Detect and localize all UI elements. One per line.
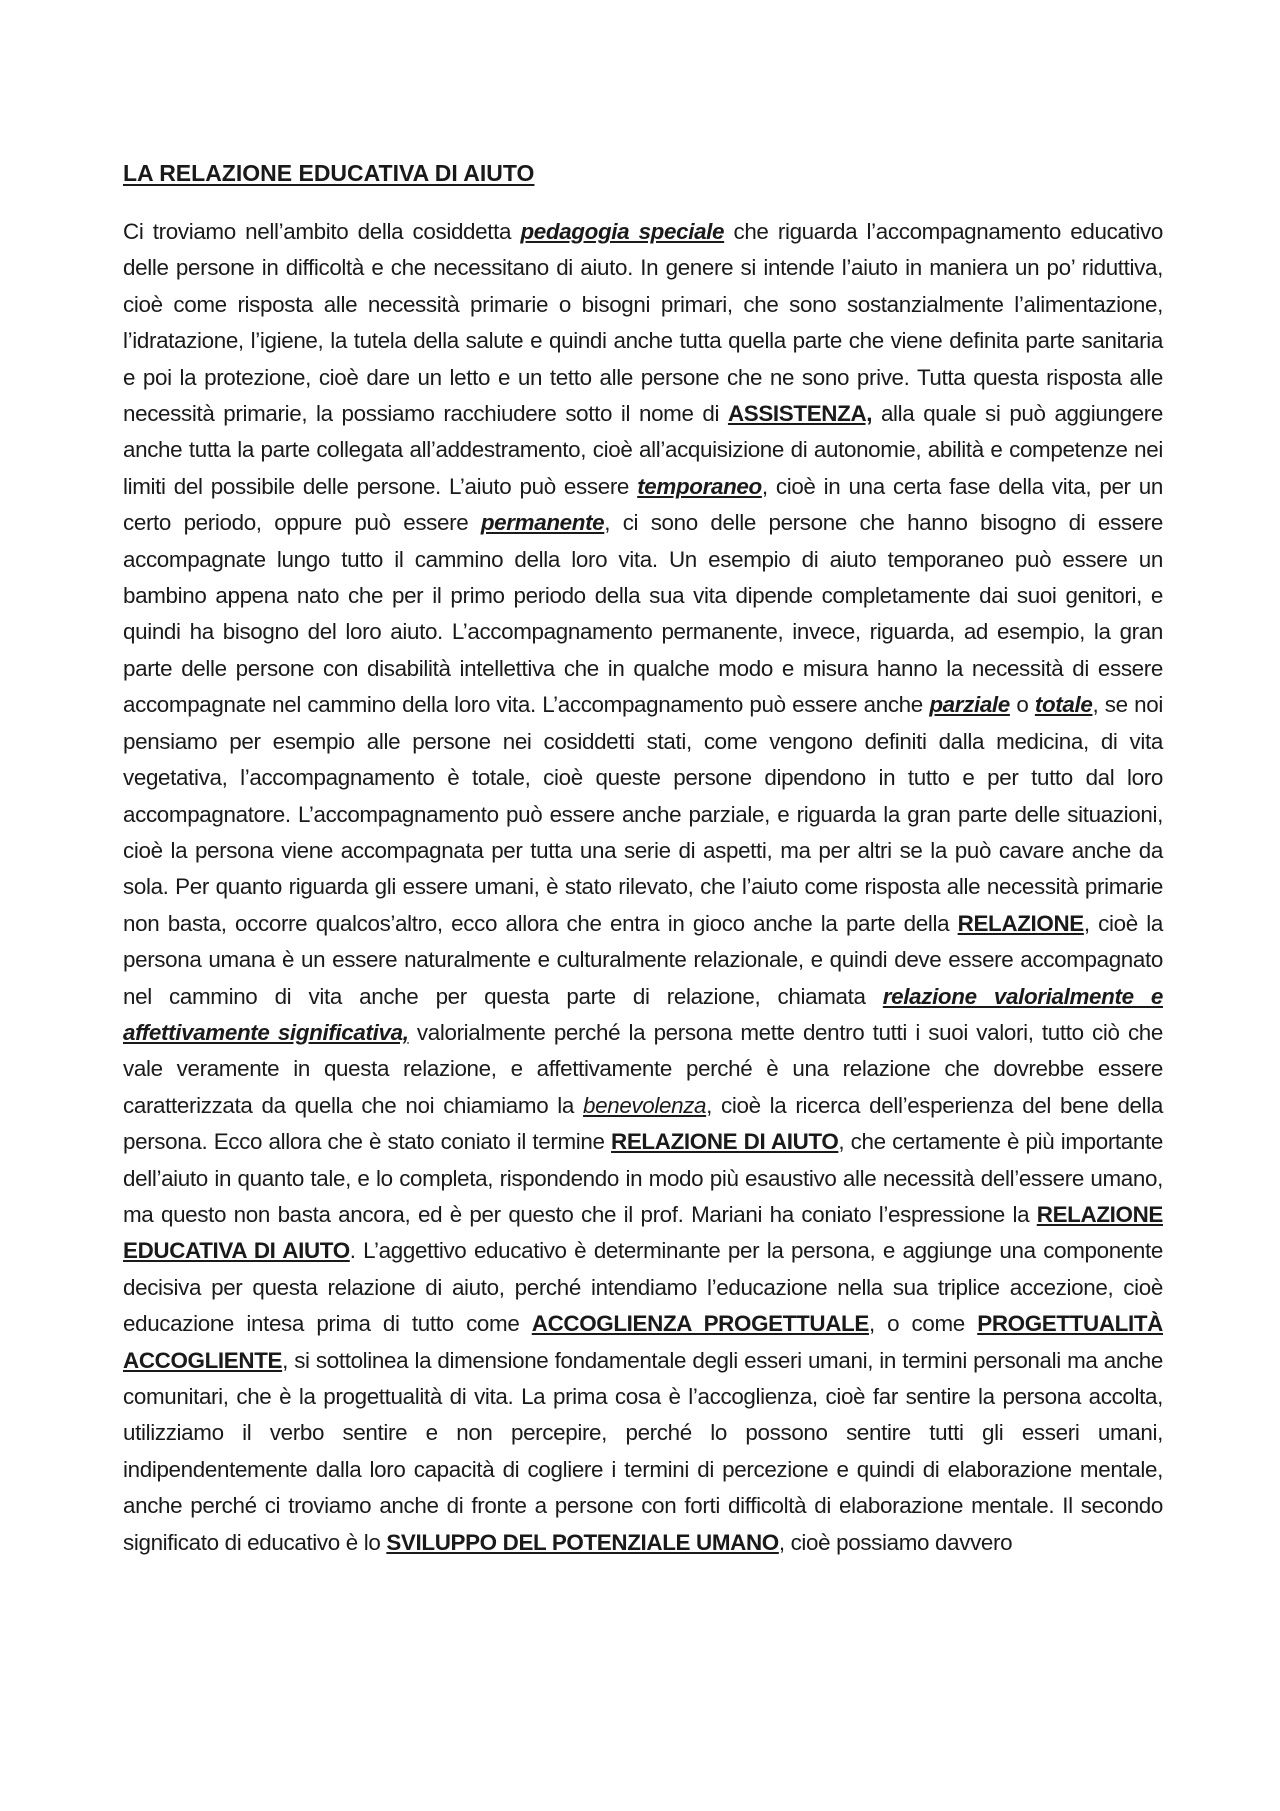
text-run: o: [1009, 692, 1035, 718]
document-page: [123, 158, 1163, 1561]
emphasized-term: SVILUPPO DEL POTENZIALE UMANO: [386, 1529, 779, 1555]
emphasized-term: PROGETTUALITÀ ACCOGLIENTE: [123, 1311, 1163, 1373]
emphasized-term: relazione valorialmente e affettivamente significativa,: [123, 983, 1163, 1045]
text-run: che riguarda l’accompagnamento educativo delle persone in difficoltà e che necessitano di aiuto. In genere si intende l’aiuto in maniera un po’ riduttiva, cioè come risposta alle necessità primarie o bisogni primari, che sono sostanzialmente l’alimentazione, l’idratazione, l’igiene, la tutela della salute e quindi anche tutta quella parte che viene definita parte sanitaria e poi la protezione, cioè dare un letto e un tetto alle persone che ne sono prive. Tutta questa risposta alle necessità primarie, la possiamo racchiudere sotto il nome di: [123, 219, 1163, 427]
emphasized-term: ASSISTENZA,: [727, 401, 873, 427]
text-run: Ci troviamo nell’ambito della cosiddetta: [123, 219, 521, 244]
text-run: . L’aggettivo educativo è determinante per la persona, e aggiunge una componente decisiva per questa relazione di aiuto, perché intendiamo l’educazione nella sua triplice accezione, cioè educazione intesa prima di tutto come: [123, 1238, 1163, 1337]
emphasized-term: benevolenza: [583, 1092, 707, 1118]
text-run: , cioè in una certa fase della vita, per un certo periodo, oppure può essere: [123, 473, 1163, 536]
emphasized-term: totale: [1034, 692, 1093, 718]
text-run: , o come: [868, 1311, 978, 1337]
emphasized-term: RELAZIONE: [957, 910, 1084, 936]
text-run: , se noi pensiamo per esempio alle persone nei cosiddetti stati, come vengono definiti dalla medicina, di vita vegetativa, l’accompagnamento è totale, cioè queste persone dipendono in tutto e per tutto dal loro accompagnatore. L’accompagnamento può essere anche parziale, e riguarda la gran parte delle situazioni, cioè la persona viene accompagnata per tutta una serie di aspetti, ma per altri se la può cavare anche da sola. Per quanto riguarda gli essere umani, è stato rilevato, che l’aiuto come risposta alle necessità primarie non basta, occorre qualcos’altro, ecco allora che entra in gioco anche la parte della: [123, 692, 1163, 936]
text-run: , ci sono delle persone che hanno bisogno di essere accompagnate lungo tutto il cammino della loro vita. Un esempio di aiuto temporaneo può essere un bambino appena nato che per il primo periodo della sua vita dipende completamente dai suoi genitori, e quindi ha bisogno del loro aiuto. L’accompagnamento permanente, invece, riguarda, ad esempio, la gran parte delle persone con disabilità intellettiva che in qualche modo e misura hanno la necessità di essere accompagnate nel cammino della loro vita. L’accompagnamento può essere anche: [123, 510, 1163, 718]
emphasized-term: parziale: [929, 692, 1010, 718]
document-title: LA RELAZIONE EDUCATIVA DI AIUTO: [123, 160, 535, 186]
emphasized-term: ACCOGLIENZA PROGETTUALE: [531, 1311, 869, 1337]
text-run: , si sottolinea la dimensione fondamentale degli esseri umani, in termini personali ma anche comunitari, che è la progettualità di vita. La prima cosa è l’accoglienza, cioè far sentire la persona accolta, utilizziamo il verbo sentire e non percepire, perché lo possono sentire tutti gli esseri umani, indipendentemente dalla loro capacità di cogliere i termini di percezione e quindi di elaborazione mentale, anche perché ci troviamo anche di fronte a persone con forti difficoltà di elaborazione mentale. Il secondo significato di educativo è lo: [123, 1347, 1163, 1555]
emphasized-term: temporaneo: [637, 473, 762, 499]
emphasized-term: pedagogia speciale: [520, 219, 725, 244]
text-run: alla quale si può aggiungere anche tutta la parte collegata all’addestramento, cioè all’acquisizione di autonomie, abilità e competenze nei limiti del possibile delle persone. L’aiuto può essere: [123, 401, 1163, 499]
emphasized-term: permanente: [480, 510, 605, 536]
body-paragraph: [123, 214, 1163, 1561]
text-run: , cioè la persona umana è un essere naturalmente e culturalmente relazionale, e quindi deve essere accompagnato nel cammino di vita anche per questa parte di relazione, chiamata: [123, 910, 1164, 1009]
text-run: , cioè la ricerca dell’esperienza del bene della persona. Ecco allora che è stato coniato il termine: [123, 1092, 1163, 1155]
text-run: , cioè possiamo davvero: [778, 1529, 1013, 1555]
emphasized-term: RELAZIONE DI AIUTO: [611, 1129, 839, 1155]
text-run: valorialmente perché la persona mette dentro tutti i suoi valori, tutto ciò che vale veramente in questa relazione, e affettivamente perché è una relazione che dovrebbe essere caratterizzata da quella che noi chiamiamo la: [123, 1019, 1163, 1118]
text-run: , che certamente è più importante dell’aiuto in quanto tale, e lo completa, rispondendo in modo più esaustivo alle necessità dell’essere umano, ma questo non basta ancora, ed è per questo che il prof. Mariani ha coniato l’espressione la: [123, 1129, 1163, 1227]
emphasized-term: RELAZIONE EDUCATIVA DI AIUTO: [123, 1201, 1163, 1264]
